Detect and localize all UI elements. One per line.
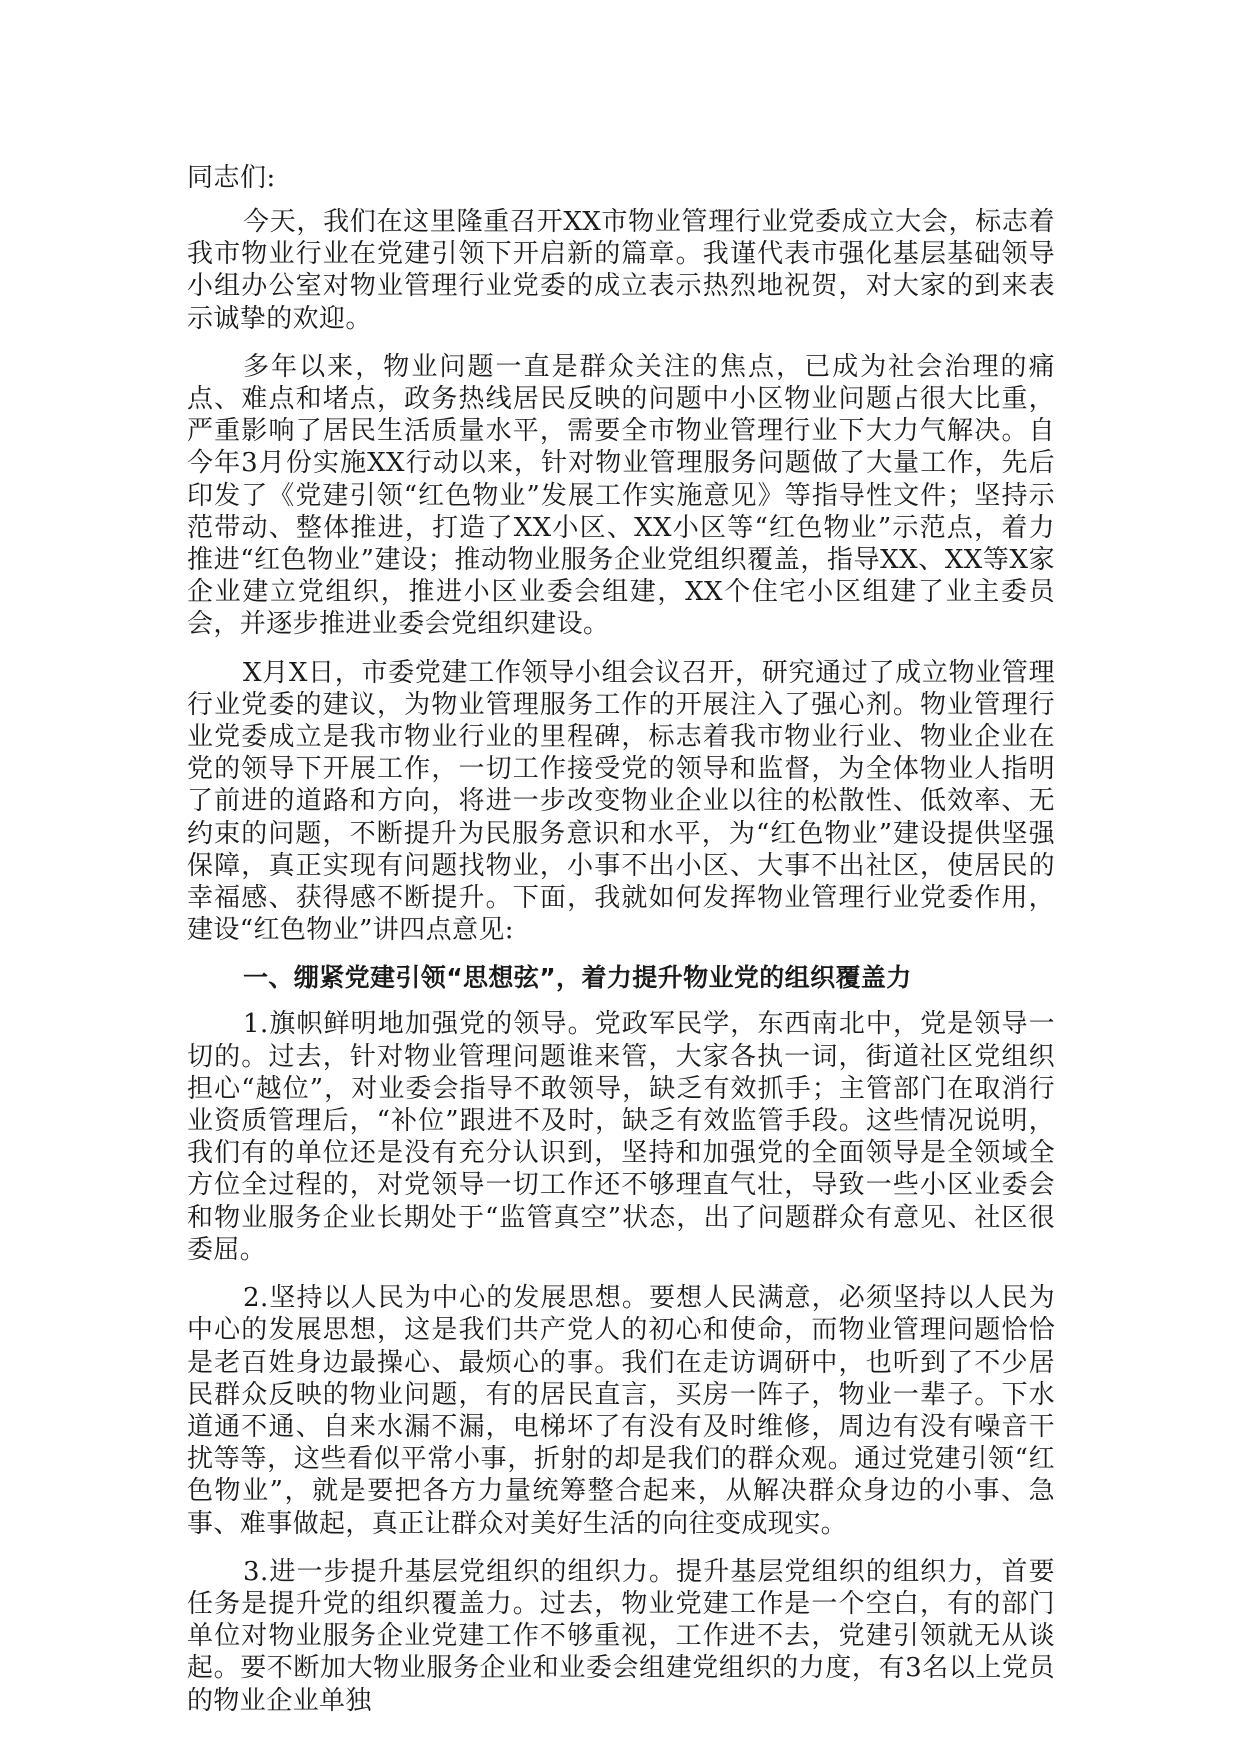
section-1-item-3: 3.进一步提升基层党组织的组织力。提升基层党组织的组织力，首要任务是提升党的组织覆盖力。过去，物业党建工作是一个空白，有的部门单位对物业服务企业党建工作不够重视，工作进不去，党建引领就无从谈起。要不断加大物业服务企业和业委会组建党组织的力度，有3名以上党员的物业企业单独 xyxy=(187,1556,1055,1716)
section-heading-1: 一、绷紧党建引领“思想弦”，着力提升物业党的组织覆盖力 xyxy=(243,963,912,993)
section-1-item-1: 1.旗帜鲜明地加强党的领导。党政军民学，东西南北中，党是领导一切的。过去，针对物业管理问题谁来管，大家各执一词，街道社区党组织担心“越位”，对业委会指导不敢领导，缺乏有效抓手；主管部门在取消行业资质管理后，“补位”跟进不及时，缺乏有效监管手段。这些情况说明，我们有的单位还是没有充分认识到，坚持和加强党的全面领导是全领域全方位全过程的，对党领导一切工作还不够理直气壮，导致一些小区业委会和物业服务企业长期处于“监管真空”状态，出了问题群众有意见、社区很委屈。 xyxy=(187,1009,1055,1265)
paragraph-opening: 今天，我们在这里隆重召开XX市物业管理行业党委成立大会，标志着我市物业行业在党建引领下开启新的篇章。我谨代表市强化基层基础领导小组办公室对物业管理行业党委的成立表示热烈地祝贺，对大家的到来表示诚挚的欢迎。 xyxy=(187,207,1055,334)
paragraph-milestone: X月X日，市委党建工作领导小组会议召开，研究通过了成立物业管理行业党委的建议，为物业管理服务工作的开展注入了强心剂。物业管理行业党委成立是我市物业行业的里程碑，标志着我市物业行业、物业企业在党的领导下开展工作，一切工作接受党的领导和监督，为全体物业人指明了前进的道路和方向，将进一步改变物业企业以往的松散性、低效率、无约束的问题，不断提升为民服务意识和水平，为“红色物业”建设提供坚强保障，真正实现有问题找物业，小事不出小区、大事不出社区，使居民的幸福感、获得感不断提升。下面，我就如何发挥物业管理行业党委作用，建设“红色物业”讲四点意见: xyxy=(187,657,1055,946)
document-page xyxy=(187,162,1055,1733)
section-1-item-2: 2.坚持以人民为中心的发展思想。要想人民满意，必须坚持以人民为中心的发展思想，这是我们共产党人的初心和使命，而物业管理问题恰恰是老百姓身边最操心、最烦心的事。我们在走访调研中，也听到了不少居民群众反映的物业问题，有的居民直言，买房一阵子，物业一辈子。下水道通不通、自来水漏不漏，电梯坏了有没有及时维修，周边有没有噪音干扰等等，这些看似平常小事，折射的却是我们的群众观。通过党建引领“红色物业”，就是要把各方力量统筹整合起来，从解决群众身边的小事、急事、难事做起，真正让群众对美好生活的向往变成现实。 xyxy=(187,1283,1055,1539)
salutation: 同志们: xyxy=(187,163,276,193)
paragraph-background: 多年以来，物业问题一直是群众关注的焦点，已成为社会治理的痛点、难点和堵点，政务热线居民反映的问题中小区物业问题占很大比重，严重影响了居民生活质量水平，需要全市物业管理行业下大力气解决。自今年3月份实施XX行动以来，针对物业管理服务问题做了大量工作，先后印发了《党建引领“红色物业”发展工作实施意见》等指导性文件；坚持示范带动、整体推进，打造了XX小区、XX小区等“红色物业”示范点，着力推进“红色物业”建设；推动物业服务企业党组织覆盖，指导XX、XX等X家企业建立党组织，推进小区业委会组建，XX个住宅小区组建了业主委员会，并逐步推进业委会党组织建设。 xyxy=(187,351,1055,640)
